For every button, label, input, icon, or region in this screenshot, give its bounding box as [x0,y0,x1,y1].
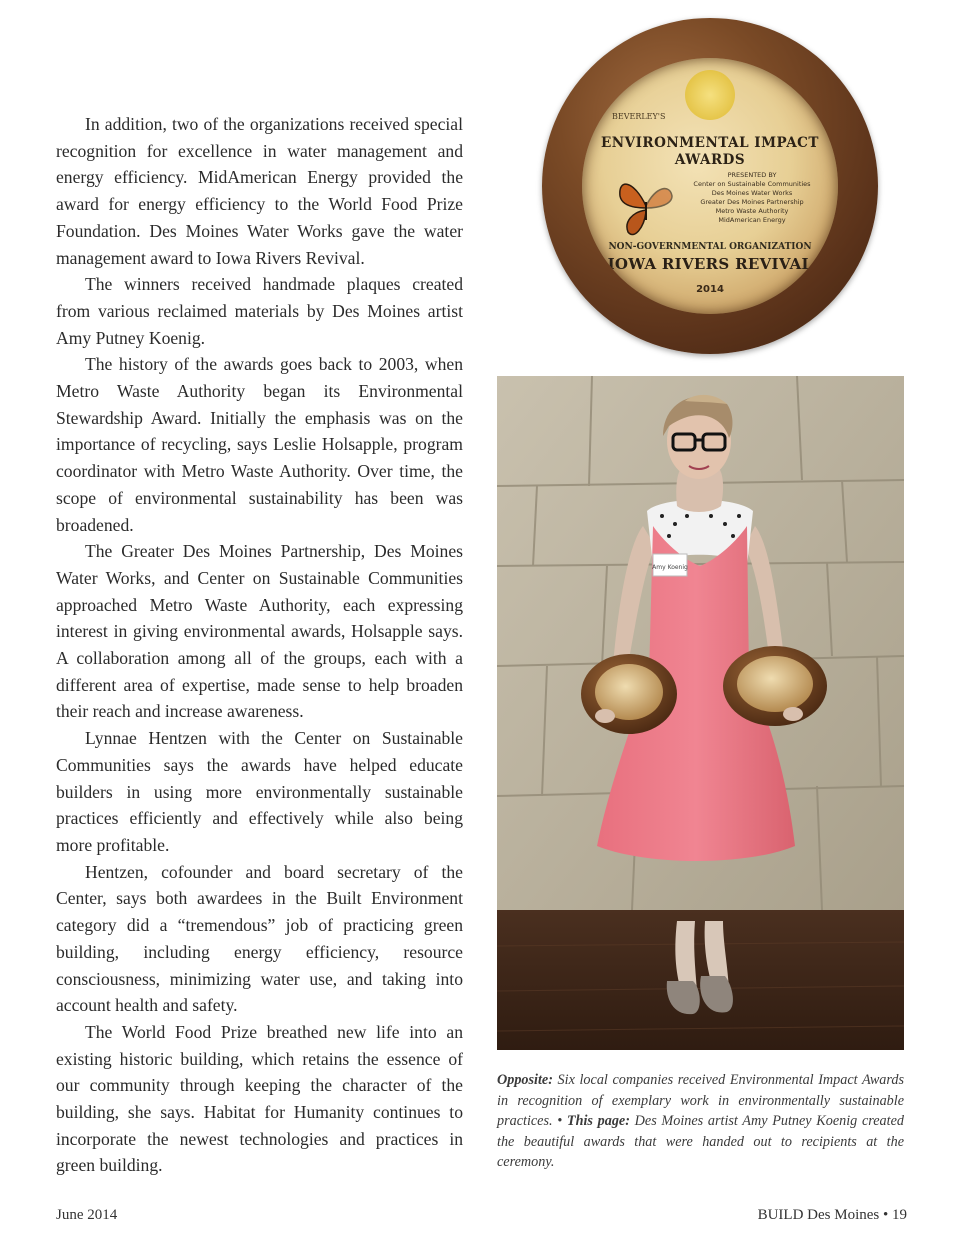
plaque-title-line1: ENVIRONMENTAL IMPACT [601,135,819,151]
caption-label-this-page: This page: [566,1113,630,1129]
plaque-presenter: Des Moines Water Works [711,189,793,197]
article-paragraph: The Greater Des Moines Partnership, Des Moines Water Works, and Center on Sustainable Communities approached Metro Waste Authority, each expressing interest in giving environmental awards, Holsapple says. A collaboration among all of the groups, each with a different area of expertise, made sense to help broaden their reach and increase awareness. [56,541,463,722]
plaque-winner: IOWA RIVERS REVIVAL [607,255,813,273]
article-paragraph: In addition, two of the organizations received special recognition for excellence in water management and energy efficiency. MidAmerican Energy provided the award for energy efficiency to the World Food Prize Foundation. Des Moines Water Works gave the water management award to Iowa Rivers Revival. [56,114,463,268]
artist-photo [497,376,904,1050]
article-body [56,111,463,1179]
plaque-presented-by: PRESENTED BY [727,171,777,179]
article-paragraph: The World Food Prize breathed new life into an existing historic building, which retains the essence of our community through keeping the character of the building, she says. Habitat for Humanity continues to incorporate the newest technologies and practices in green building. [56,1021,463,1176]
footer-folio [758,1207,907,1224]
footer-page-number: 19 [892,1207,907,1223]
caption-text-opposite: Six local companies received Environmental Impact Awards in recognition of exemplary work in environmentally sustainable practices. • [497,1072,904,1129]
butterfly-icon [616,176,676,242]
article-paragraph: Lynnae Hentzen with the Center on Sustainable Communities says the awards have helped educate builders in using more environmentally sustainable practices efficiently and effectively while also being more profitable. [56,728,463,855]
plaque-year: 2014 [696,284,724,295]
plaque-header: BEVERLEY'S [612,112,666,121]
caption-label-opposite: Opposite: [497,1072,553,1088]
plaque-face [582,58,838,314]
article-paragraph: Hentzen, cofounder and board secretary of the Center, says both awardees in the Built Environment category did a “tremendous” job of practicing green building, including energy efficiency, resource consciousness, minimizing water use, and taking into account health and safety. [56,861,463,1016]
award-plaque-image [542,18,878,354]
artist-photo-illustration [497,376,904,1050]
article-paragraph: The winners received handmade plaques created from various reclaimed materials by Des Moines artist Amy Putney Koenig. [56,274,463,348]
article-paragraph: The history of the awards goes back to 2003, when Metro Waste Authority began its Environmental Stewardship Award. Initially the emphasis was on the importance of recycling, says Leslie Holsapple, program coordinator with Metro Waste Authority. Over time, the scope of environmental sustainability has been was broadened. [56,354,463,535]
caption-text-this-page: Des Moines artist Amy Putney Koenig created the beautiful awards that were handed out to recipients at the ceremony. [497,1113,904,1170]
plaque-title-line2: AWARDS [674,152,746,168]
footer-separator: • [882,1207,889,1223]
plaque-category: NON-GOVERNMENTAL ORGANIZATION [608,242,812,252]
footer-date: June 2014 [56,1207,118,1223]
photo-caption [497,1070,904,1173]
plaque-presenter: MidAmerican Energy [718,216,786,224]
plaque-presenter: Center on Sustainable Communities [693,180,811,188]
plaque-presenter: Metro Waste Authority [715,207,789,215]
plaque-presenter: Greater Des Moines Partnership [700,198,804,206]
name-tag-text: Amy Koenig [652,564,688,571]
footer-magazine: BUILD Des Moines [757,1207,880,1223]
